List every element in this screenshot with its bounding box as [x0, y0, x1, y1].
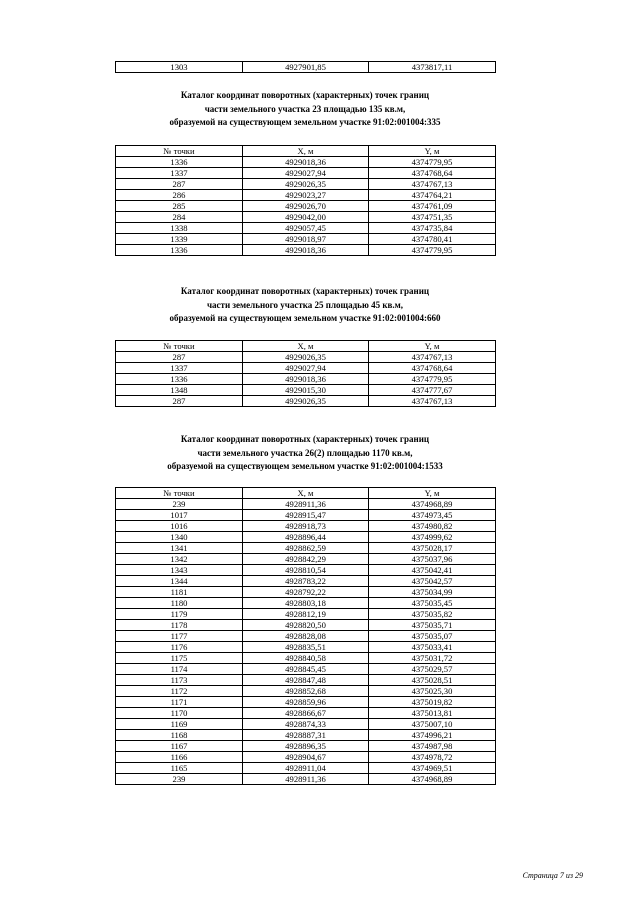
table-header-row: [116, 146, 496, 157]
heading-line: части земельного участка 26(2) площадью 1170 кв.м,: [197, 447, 413, 458]
table-row: [116, 168, 496, 179]
x-coordinate-cell: 4929018,36: [243, 157, 369, 168]
y-coordinate-cell: 4375033,41: [369, 642, 496, 653]
point-number-cell: 1175: [116, 653, 243, 664]
x-coordinate-cell: 4928792,22: [243, 587, 369, 598]
x-coordinate-cell: 4928918,73: [243, 521, 369, 532]
x-coordinate-cell: 4928866,67: [243, 708, 369, 719]
table-row: [116, 774, 496, 785]
point-number-cell: 286: [116, 190, 243, 201]
table-row: [116, 631, 496, 642]
table-row: [116, 576, 496, 587]
point-number-cell: 1174: [116, 664, 243, 675]
table-header-row: [116, 488, 496, 499]
table-row: [116, 374, 496, 385]
y-coordinate-cell: 4375031,72: [369, 653, 496, 664]
x-coordinate-cell: 4928859,96: [243, 697, 369, 708]
y-coordinate-cell: 4374996,21: [369, 730, 496, 741]
table-row: [116, 708, 496, 719]
table-row: [116, 62, 496, 73]
header-x: X, м: [243, 488, 369, 499]
point-number-cell: 239: [116, 774, 243, 785]
point-number-cell: 1165: [116, 763, 243, 774]
y-coordinate-cell: 4375007,10: [369, 719, 496, 730]
y-coordinate-cell: 4374969,51: [369, 763, 496, 774]
x-coordinate-cell: 4927901,85: [243, 62, 369, 73]
y-coordinate-cell: 4374973,45: [369, 510, 496, 521]
y-coordinate-cell: 4374779,95: [369, 157, 496, 168]
point-number-cell: 1173: [116, 675, 243, 686]
x-coordinate-cell: 4928911,36: [243, 774, 369, 785]
table-row: [116, 510, 496, 521]
y-coordinate-cell: 4375013,81: [369, 708, 496, 719]
point-number-cell: 1342: [116, 554, 243, 565]
table-row: [116, 730, 496, 741]
point-number-cell: 1344: [116, 576, 243, 587]
heading-line: образуемой на существующем земельном участке 91:02:001004:335: [169, 117, 441, 127]
point-number-cell: 1170: [116, 708, 243, 719]
x-coordinate-cell: 4928911,04: [243, 763, 369, 774]
header-x: X, м: [243, 341, 369, 352]
y-coordinate-cell: 4374764,21: [369, 190, 496, 201]
header-y: Y, м: [369, 146, 496, 157]
point-number-cell: 1168: [116, 730, 243, 741]
table-row: [116, 157, 496, 168]
x-coordinate-cell: 4928896,44: [243, 532, 369, 543]
y-coordinate-cell: 4374968,89: [369, 499, 496, 510]
y-coordinate-cell: 4374777,67: [369, 385, 496, 396]
header-y: Y, м: [369, 341, 496, 352]
table-row: [116, 201, 496, 212]
x-coordinate-cell: 4929026,35: [243, 396, 369, 407]
y-coordinate-cell: 4375042,41: [369, 565, 496, 576]
y-coordinate-cell: 4374767,13: [369, 179, 496, 190]
table-row: [116, 741, 496, 752]
x-coordinate-cell: 4928820,50: [243, 620, 369, 631]
point-number-cell: 1178: [116, 620, 243, 631]
point-number-cell: 1339: [116, 234, 243, 245]
table-row: [116, 223, 496, 234]
point-number-cell: 1338: [116, 223, 243, 234]
point-number-cell: 1336: [116, 245, 243, 256]
heading-line: Каталог координат поворотных (характерных) точек границ: [180, 286, 430, 296]
header-point-number: № точки: [116, 488, 243, 499]
table-row: [116, 664, 496, 675]
table-row: [116, 179, 496, 190]
y-coordinate-cell: 4375025,30: [369, 686, 496, 697]
point-number-cell: 1176: [116, 642, 243, 653]
table-row: [116, 234, 496, 245]
x-coordinate-cell: 4929015,30: [243, 385, 369, 396]
heading-line: образуемой на существующем земельном участке 91:02:001004:660: [169, 313, 441, 323]
point-number-cell: 1169: [116, 719, 243, 730]
page-number: Страница 7 из 29: [522, 871, 583, 880]
table-row: [116, 363, 496, 374]
point-number-cell: 1179: [116, 609, 243, 620]
x-coordinate-cell: 4929018,97: [243, 234, 369, 245]
y-coordinate-cell: 4373817,11: [369, 62, 496, 73]
x-coordinate-cell: 4928810,54: [243, 565, 369, 576]
header-point-number: № точки: [116, 341, 243, 352]
section-heading-25: [100, 285, 510, 326]
point-number-cell: 1016: [116, 521, 243, 532]
y-coordinate-cell: 4374767,13: [369, 396, 496, 407]
point-number-cell: 1303: [116, 62, 243, 73]
x-coordinate-cell: 4928803,18: [243, 598, 369, 609]
x-coordinate-cell: 4929023,27: [243, 190, 369, 201]
point-number-cell: 1337: [116, 168, 243, 179]
point-number-cell: 1348: [116, 385, 243, 396]
point-number-cell: 287: [116, 396, 243, 407]
y-coordinate-cell: 4375035,71: [369, 620, 496, 631]
y-coordinate-cell: 4374780,41: [369, 234, 496, 245]
table-row: [116, 521, 496, 532]
x-coordinate-cell: 4928862,59: [243, 543, 369, 554]
table-row: [116, 532, 496, 543]
x-coordinate-cell: 4928874,33: [243, 719, 369, 730]
y-coordinate-cell: 4374980,82: [369, 521, 496, 532]
y-coordinate-cell: 4374987,98: [369, 741, 496, 752]
point-number-cell: 239: [116, 499, 243, 510]
x-coordinate-cell: 4928847,48: [243, 675, 369, 686]
table-row: [116, 543, 496, 554]
x-coordinate-cell: 4928842,29: [243, 554, 369, 565]
table-row: [116, 642, 496, 653]
y-coordinate-cell: 4374751,35: [369, 212, 496, 223]
heading-line: Каталог координат поворотных (характерных) точек границ: [180, 90, 430, 100]
table-row: [116, 245, 496, 256]
x-coordinate-cell: 4929027,94: [243, 168, 369, 179]
y-coordinate-cell: 4375035,45: [369, 598, 496, 609]
point-number-cell: 1343: [116, 565, 243, 576]
x-coordinate-cell: 4928911,36: [243, 499, 369, 510]
x-coordinate-cell: 4928845,45: [243, 664, 369, 675]
y-coordinate-cell: 4374768,64: [369, 168, 496, 179]
table-row: [116, 653, 496, 664]
x-coordinate-cell: 4929026,35: [243, 179, 369, 190]
point-number-cell: 1171: [116, 697, 243, 708]
heading-line: части земельного участка 25 площадью 45 кв.м,: [206, 299, 403, 310]
x-coordinate-cell: 4928835,51: [243, 642, 369, 653]
point-number-cell: 287: [116, 179, 243, 190]
y-coordinate-cell: 4375028,17: [369, 543, 496, 554]
coordinates-table-25: [115, 340, 496, 407]
y-coordinate-cell: 4374978,72: [369, 752, 496, 763]
x-coordinate-cell: 4929018,36: [243, 245, 369, 256]
table-row: [116, 212, 496, 223]
x-coordinate-cell: 4928904,67: [243, 752, 369, 763]
point-number-cell: 1336: [116, 374, 243, 385]
table-row: [116, 396, 496, 407]
point-number-cell: 287: [116, 352, 243, 363]
point-number-cell: 1181: [116, 587, 243, 598]
x-coordinate-cell: 4928828,08: [243, 631, 369, 642]
point-number-cell: 1337: [116, 363, 243, 374]
x-coordinate-cell: 4928915,47: [243, 510, 369, 521]
table-row: [116, 675, 496, 686]
point-number-cell: 1172: [116, 686, 243, 697]
table-row: [116, 620, 496, 631]
y-coordinate-cell: 4374779,95: [369, 245, 496, 256]
table-row: [116, 190, 496, 201]
coordinates-table-23: [115, 145, 496, 256]
y-coordinate-cell: 4375035,07: [369, 631, 496, 642]
top-coordinates-table: [115, 61, 496, 73]
point-number-cell: 1340: [116, 532, 243, 543]
heading-line: образуемой на существующем земельном участке 91:02:001004:1533: [167, 461, 443, 471]
point-number-cell: 285: [116, 201, 243, 212]
x-coordinate-cell: 4929026,70: [243, 201, 369, 212]
y-coordinate-cell: 4374779,95: [369, 374, 496, 385]
point-number-cell: 1017: [116, 510, 243, 521]
point-number-cell: 284: [116, 212, 243, 223]
y-coordinate-cell: 4374761,09: [369, 201, 496, 212]
y-coordinate-cell: 4375028,51: [369, 675, 496, 686]
table-row: [116, 763, 496, 774]
point-number-cell: 1166: [116, 752, 243, 763]
point-number-cell: 1336: [116, 157, 243, 168]
point-number-cell: 1177: [116, 631, 243, 642]
y-coordinate-cell: 4375019,82: [369, 697, 496, 708]
x-coordinate-cell: 4928852,68: [243, 686, 369, 697]
table-row: [116, 609, 496, 620]
table-row: [116, 719, 496, 730]
x-coordinate-cell: 4928887,31: [243, 730, 369, 741]
x-coordinate-cell: 4929042,00: [243, 212, 369, 223]
y-coordinate-cell: 4375037,96: [369, 554, 496, 565]
x-coordinate-cell: 4929018,36: [243, 374, 369, 385]
table-row: [116, 587, 496, 598]
header-y: Y, м: [369, 488, 496, 499]
x-coordinate-cell: 4928783,22: [243, 576, 369, 587]
y-coordinate-cell: 4375029,57: [369, 664, 496, 675]
heading-line: Каталог координат поворотных (характерных) точек границ: [180, 434, 430, 444]
table-row: [116, 697, 496, 708]
point-number-cell: 1341: [116, 543, 243, 554]
table-row: [116, 385, 496, 396]
y-coordinate-cell: 4374735,84: [369, 223, 496, 234]
y-coordinate-cell: 4375042,57: [369, 576, 496, 587]
point-number-cell: 1180: [116, 598, 243, 609]
x-coordinate-cell: 4929057,45: [243, 223, 369, 234]
table-row: [116, 752, 496, 763]
table-header-row: [116, 341, 496, 352]
header-point-number: № точки: [116, 146, 243, 157]
y-coordinate-cell: 4374767,13: [369, 352, 496, 363]
section-heading-26-2: [100, 433, 510, 474]
x-coordinate-cell: 4928896,35: [243, 741, 369, 752]
x-coordinate-cell: 4929026,35: [243, 352, 369, 363]
y-coordinate-cell: 4374968,89: [369, 774, 496, 785]
coordinates-table-26-2: [115, 487, 496, 785]
table-row: [116, 686, 496, 697]
header-x: X, м: [243, 146, 369, 157]
y-coordinate-cell: 4374768,64: [369, 363, 496, 374]
table-row: [116, 598, 496, 609]
y-coordinate-cell: 4374999,62: [369, 532, 496, 543]
table-row: [116, 565, 496, 576]
y-coordinate-cell: 4375035,82: [369, 609, 496, 620]
x-coordinate-cell: 4929027,94: [243, 363, 369, 374]
table-row: [116, 499, 496, 510]
x-coordinate-cell: 4928840,58: [243, 653, 369, 664]
y-coordinate-cell: 4375034,99: [369, 587, 496, 598]
heading-line: части земельного участка 23 площадью 135 кв.м,: [204, 103, 406, 114]
section-heading-23: [100, 89, 510, 130]
table-row: [116, 352, 496, 363]
x-coordinate-cell: 4928812,19: [243, 609, 369, 620]
table-row: [116, 554, 496, 565]
point-number-cell: 1167: [116, 741, 243, 752]
